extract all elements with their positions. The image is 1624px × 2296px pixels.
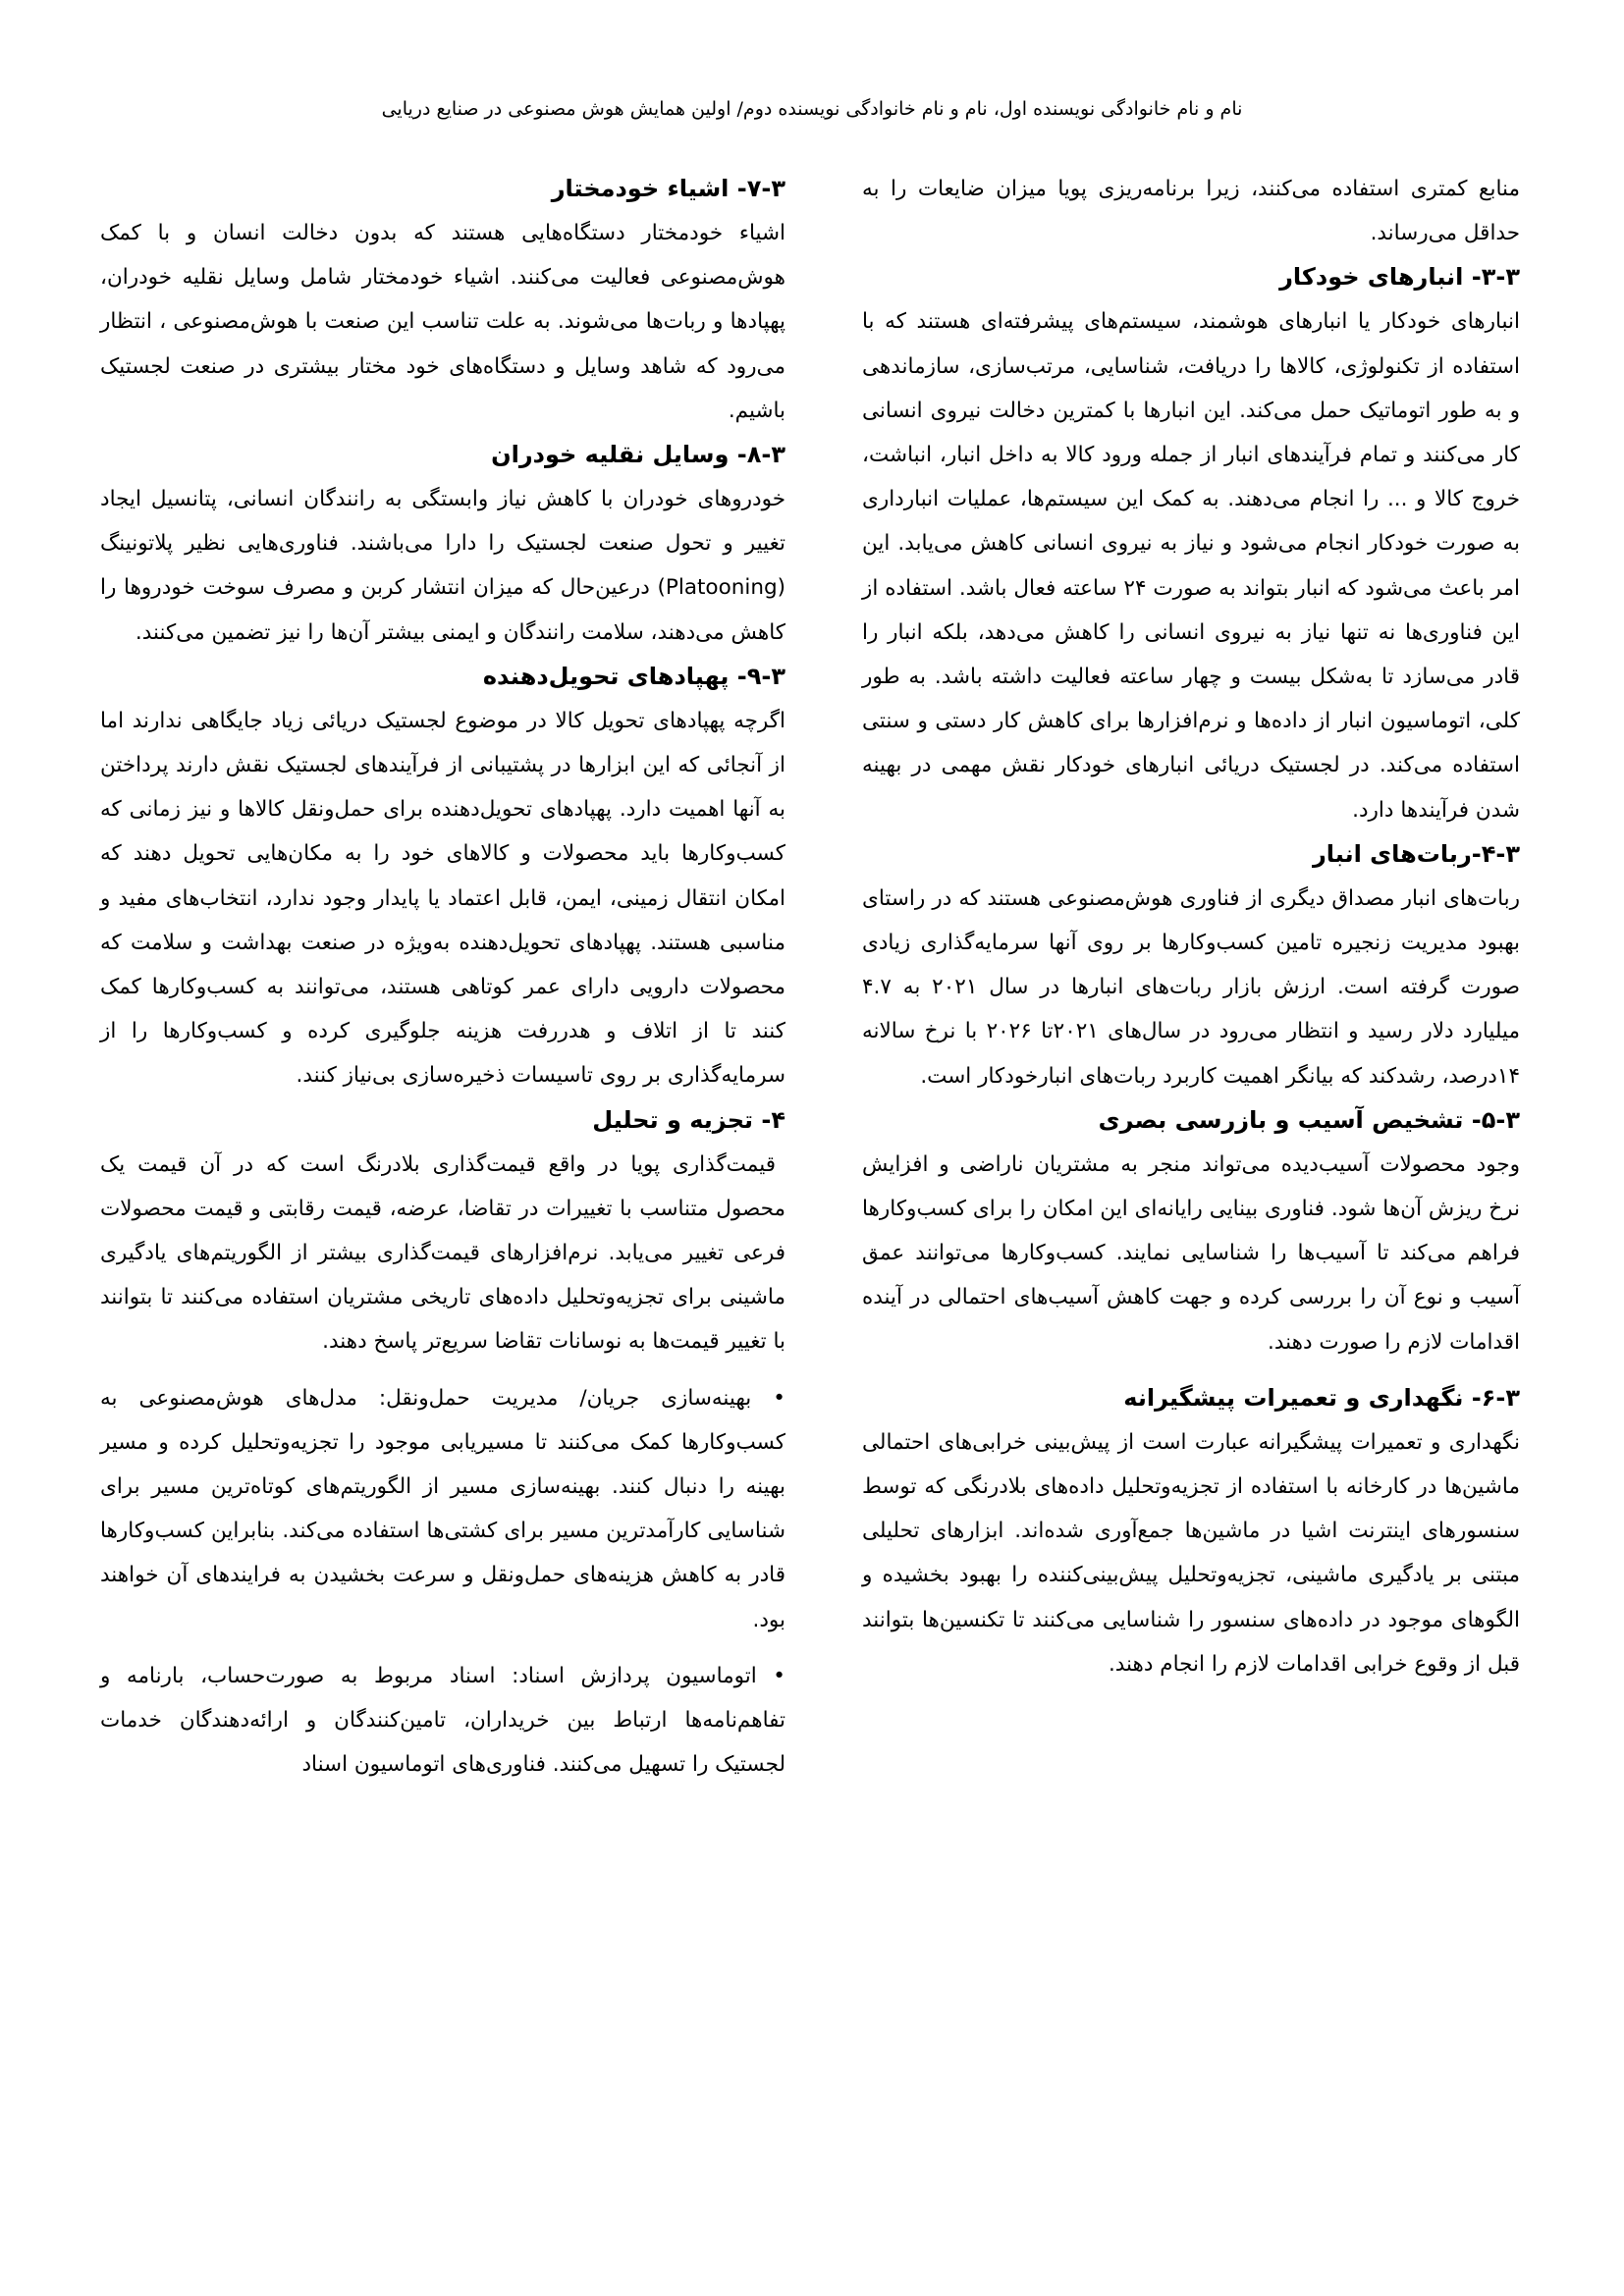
section-heading-autonomous-objects: ۷-۳- اشیاء خودمختار xyxy=(551,175,785,202)
bullet-item-route-optimization xyxy=(100,1376,785,1642)
bullet-text: بهینه‌سازی جریان/ مدیریت حمل‌ونقل: مدل‌های هوش‌مصنوعی به کسب‌وکارها کمک می‌کنند تا مسیریابی موجود را تجزیه‌وتحلیل کرده و مسیر بهینه را دنبال کنند. بهینه‌سازی مسیر از الگوریتم‌های کوتاه‌ترین مسیر برای شناسایی کارآمدترین مسیر برای کشتی‌ها استفاده می‌کند. بنابراین کسب‌وکارها قادر به کاهش هزینه‌های حمل‌ونقل و سرعت بخشیدن به فرایندهای آن خواهند بود. xyxy=(100,1385,785,1632)
section-paragraph-autonomous-vehicles: خودروهای خودران با کاهش نیاز وابستگی به رانندگان انسانی، پتانسیل ایجاد تغییر و تحول صنعت لجستیک را دارا می‌باشند. فناوری‌هایی نظیر پلاتونینگ (Platooning) درعین‌حال که میزان انتشار کربن و مصرف سوخت خودروها را کاهش می‌دهند، سلامت رانندگان و ایمنی بیشتر آن‌ها را نیز تضمین می‌کنند. xyxy=(100,487,785,645)
right-column xyxy=(862,167,1520,1686)
section-paragraph-predictive-maintenance: نگهداری و تعمیرات پیشگیرانه عبارت است از پیش‌بینی خرابی‌های احتمالی ماشین‌ها در کارخانه با استفاده از تجزیه‌وتحلیل داده‌های بلادرنگی که توسط سنسورهای اینترنت اشیا در ماشین‌ها جمع‌آوری شده‌اند. ابزارهای تحلیلی مبتنی بر یادگیری ماشینی، تجزیه‌وتحلیل پیش‌بینی‌کننده را بهبود بخشیده و الگوهای موجود در داده‌های سنسور را شناسایی می‌کنند تا تکنسین‌ها بتوانند قبل از وقوع خرابی اقدامات لازم را انجام دهند. xyxy=(862,1429,1520,1677)
bullet-icon: • xyxy=(756,1663,785,1688)
section-heading-autonomous-vehicles: ۸-۳- وسایل نقلیه خودران xyxy=(491,441,785,469)
intro-paragraph: منابع کمتری استفاده می‌کنند، زیرا برنامه‌ریزی پویا میزان ضایعات را به حداقل می‌رساند. xyxy=(862,177,1520,246)
section-paragraph-delivery-drones: اگرچه پهپادهای تحویل کالا در موضوع لجستیک دریائی زیاد جایگاهی ندارند اما از آنجائی که این ابزارها در پشتیبانی از فرآیندهای لجستیک نقش دارند پرداختن به آنها اهمیت دارد. پهپادهای تحویل‌دهنده برای حمل‌ونقل کالاها و نیز زمانی که کسب‌وکارها باید محصولات و کالاهای خود را به مکان‌هایی تحویل دهند که امکان انتقال زمینی، ایمن، قابل اعتماد یا پایدار وجود ندارد، انتخاب‌های مفید و مناسبی هستند. پهپادهای تحویل‌دهنده به‌ویژه در صنعت بهداشت و سلامت که محصولات دارویی دارای عمر کوتاهی هستند، می‌توانند به کسب‌وکارها کمک کنند تا از اتلاف و هدررفت هزینه جلوگیری کرده و کسب‌وکارها را از سرمایه‌گذاری بر روی تاسیسات ذخیره‌سازی بی‌نیاز کنند. xyxy=(100,708,785,1089)
section-paragraph-damage-detection: وجود محصولات آسیب‌دیده می‌تواند منجر به مشتریان ناراضی و افزایش نرخ ریزش آن‌ها شود. فناوری بینایی رایانه‌ای این امکان را برای کسب‌وکارها فراهم می‌کند تا آسیب‌ها را شناسایی نمایند. کسب‌وکارها می‌توانند عمق آسیب و نوع آن را بررسی کرده و جهت کاهش آسیب‌های احتمالی در آینده اقدامات لازم را صورت دهند. xyxy=(862,1151,1520,1355)
section-heading-damage-detection: ۵-۳- تشخیص آسیب و بازرسی بصری xyxy=(1098,1105,1520,1134)
running-header: نام و نام خانوادگی نویسنده اول، نام و نام خانوادگی نویسنده دوم/ اولین همایش هوش مصنوعی در صنایع دریایی xyxy=(381,98,1243,120)
bullet-text: اتوماسیون پردازش اسناد: اسناد مربوط به صورت‌حساب، بارنامه و تفاهم‌نامه‌ها ارتباط بین خریداران، تامین‌کنندگان و ارائه‌دهندگان خدمات لجستیک را تسهیل می‌کنند. فناوری‌های اتوماسیون اسناد xyxy=(100,1663,785,1778)
section-paragraph-analysis: قیمت‌گذاری پویا در واقع قیمت‌گذاری بلادرنگ است که در آن قیمت یک محصول متناسب با تغییرات در تقاضا، عرضه، قیمت رقابتی و قیمت محصولات فرعی تغییر می‌یابد. نرم‌افزارهای قیمت‌گذاری بیشتر از الگوریتم‌های یادگیری ماشینی برای تجزیه‌وتحلیل داده‌های تاریخی مشتریان استفاده می‌کنند تا بتوانند با تغییر قیمت‌ها به نوسانات تقاضا سریع‌تر پاسخ دهند. xyxy=(100,1151,785,1355)
section-heading-automated-warehouses: ۳-۳- انبارهای خودکار xyxy=(1279,263,1520,292)
bullet-item-document-automation xyxy=(100,1654,785,1788)
bullet-icon: • xyxy=(751,1385,785,1411)
section-heading-warehouse-robots: ۴-۳-ربات‌های انبار xyxy=(1312,839,1520,868)
section-paragraph-automated-warehouses: انبارهای خودکار یا انبارهای هوشمند، سیستم‌های پیشرفته‌ای هستند که با استفاده از تکنولوژی، کالاها را دریافت، شناسایی، مرتب‌سازی، سازماندهی و به طور اتوماتیک حمل می‌کند. این انبارها با کمترین دخالت نیروی انسانی کار می‌کنند و تمام فرآیندهای انبار از جمله ورود کالا به داخل انبار، انباشت، خروج کالا و ... را انجام می‌دهند. به کمک این سیستم‌ها، عملیات انبارداری به صورت خودکار انجام می‌شود و نیاز به نیروی انسانی کاهش می‌یابد. این امر باعث می‌شود که انبار بتواند به صورت ۲۴ ساعته فعال باشد. استفاده از این فناوری‌ها نه تنها نیاز به نیروی انسانی را کاهش می‌دهد، بلکه انبار را قادر می‌سازد تا به‌شکل بیست و چهار ساعته فعالیت داشته باشد. به طور کلی، اتوماسیون انبار از داده‌ها و نرم‌افزارها برای کاهش کار دستی و سنتی استفاده می‌کند. در لجستیک دریائی انبارهای خودکار نقش مهمی در بهینه شدن فرآیندها دارد. xyxy=(862,309,1521,823)
section-paragraph-warehouse-robots: ربات‌های انبار مصداق دیگری از فناوری هوش‌مصنوعی هستند که در راستای بهبود مدیریت زنجیره تامین کسب‌وکارها بر روی آنها سرمایه‌گذاری زیادی صورت گرفته است. ارزش بازار ربات‌های انبارها در سال ۲۰۲۱ به ۴.۷ میلیارد دلار رسید و انتظار می‌رود در سال‌های ۲۰۲۱تا ۲۰۲۶ با نرخ سالانه ۱۴درصد، رشدکند که بیانگر اهمیت کاربرد ربات‌های انبارخودکار است. xyxy=(862,885,1521,1089)
section-paragraph-autonomous-objects: اشیاء خودمختار دستگاه‌هایی هستند که بدون دخالت انسان و با کمک هوش‌مصنوعی فعالیت می‌کنند. اشیاء خودمختار شامل وسایل نقلیه خودران، پهپادها و ربات‌ها می‌شوند. به علت تناسب این صنعت با هوش‌مصنوعی ، انتظار می‌رود که شاهد وسایل و دستگاه‌های خود مختار بیشتری در صنعت لجستیک باشیم. xyxy=(100,221,785,423)
section-heading-analysis: ۴- تجزیه و تحلیل xyxy=(592,1105,785,1134)
section-heading-delivery-drones: ۹-۳- پهپادهای تحویل‌دهنده xyxy=(482,662,785,690)
section-heading-predictive-maintenance: ۶-۳- نگهداری و تعمیرات پیشگیرانه xyxy=(1123,1383,1520,1412)
left-column xyxy=(100,167,785,1788)
